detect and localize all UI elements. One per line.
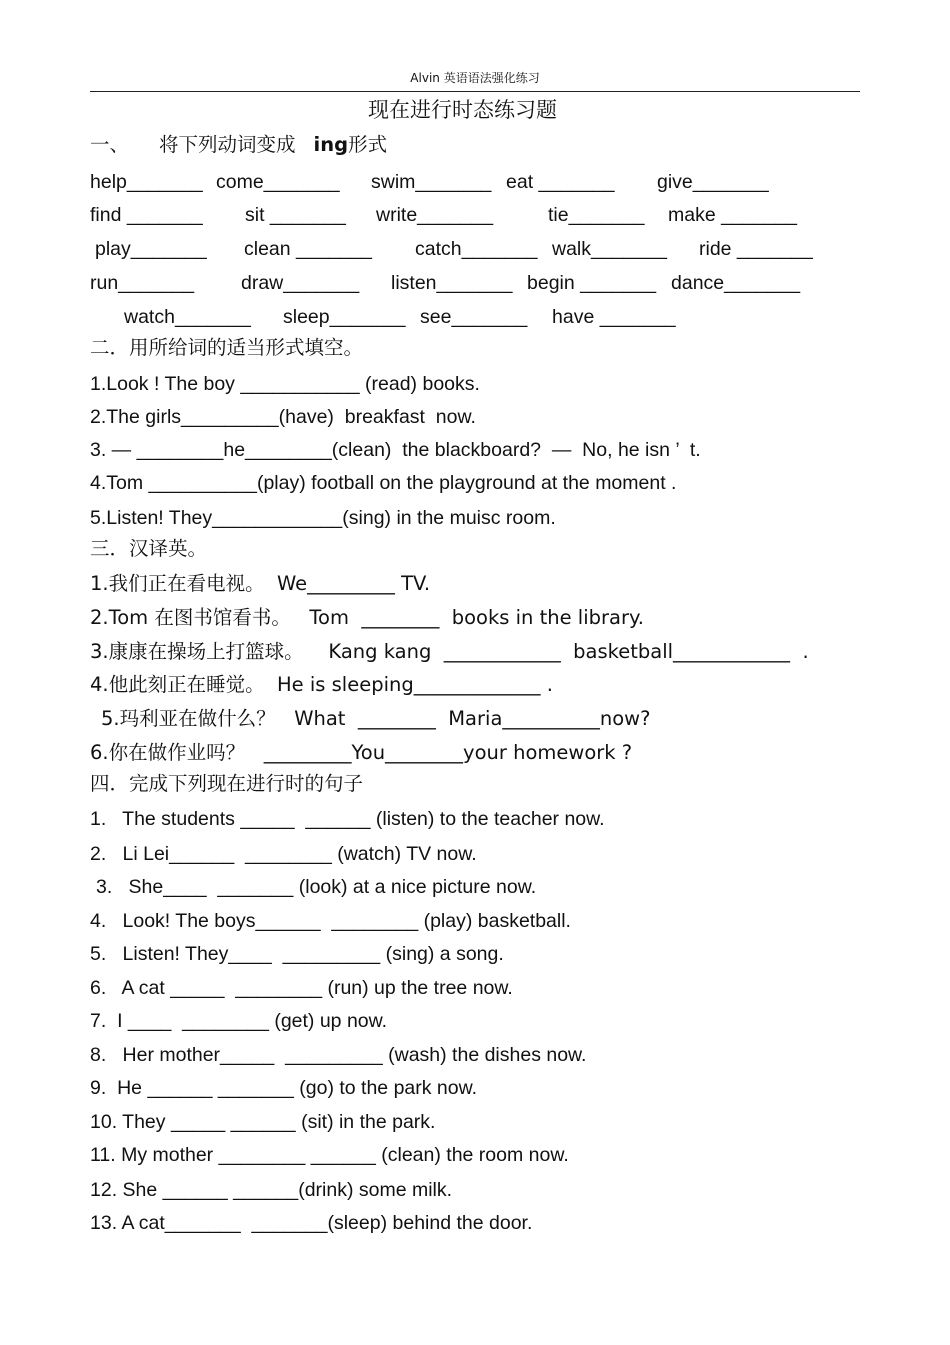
sentence-line: 10. They _____ ______ (sit) in the park. (90, 1111, 436, 1133)
word-item: walk_______ (552, 238, 667, 260)
section1-heading-number: 一、 (90, 133, 130, 156)
word-item: listen_______ (391, 272, 513, 294)
word-item: tie_______ (548, 204, 645, 226)
word-item: play_______ (95, 238, 207, 260)
section1-heading-text: 将下列动词变成 (159, 133, 296, 156)
translation-line: 5.玛利亚在做什么？ What ________ Maria__________now? (101, 707, 651, 730)
word-item: ride _______ (699, 238, 813, 260)
section2-heading: 二．用所给词的适当形式填空。 (90, 336, 364, 359)
word-item: come_______ (216, 171, 340, 193)
word-item: catch_______ (415, 238, 538, 260)
sentence-line: 4. Look! The boys______ ________ (play) basketball. (90, 910, 571, 932)
section1-heading-tail: 形式 (348, 133, 388, 156)
word-item: see_______ (420, 306, 528, 328)
sentence-line: 2. Li Lei______ ________ (watch) TV now. (90, 843, 477, 865)
word-item: sleep_______ (283, 306, 406, 328)
word-item: give_______ (657, 171, 769, 193)
sentence-line: 5. Listen! They____ _________ (sing) a song. (90, 943, 504, 965)
word-item: sit _______ (245, 204, 346, 226)
page-title: 现在进行时态练习题 (368, 98, 557, 122)
word-item: begin _______ (527, 272, 657, 294)
word-item: find _______ (90, 204, 203, 226)
exercise-line: 2.The girls_________(have) breakfast now. (90, 406, 476, 428)
translation-line: 2.Tom 在图书馆看书。 Tom ________ books in the library. (90, 606, 644, 629)
sentence-line: 9. He ______ _______ (go) to the park now. (90, 1077, 478, 1099)
word-item: watch_______ (124, 306, 251, 328)
sentence-line: 3. She____ _______ (look) at a nice picture now. (96, 876, 537, 898)
section3-heading: 三．汉译英。 (90, 537, 208, 560)
section1-heading (90, 133, 387, 157)
sentence-line: 7. I ____ ________ (get) up now. (90, 1010, 388, 1032)
word-item: help_______ (90, 171, 203, 193)
sentence-line: 12. She ______ ______(drink) some milk. (90, 1179, 453, 1201)
sentence-line: 6. A cat _____ ________ (run) up the tree now. (90, 977, 513, 999)
translation-line: 3.康康在操场上打篮球。 Kang kang ____________ basketball____________ . (90, 640, 809, 663)
page-header: Alvin 英语语法强化练习 (410, 71, 540, 85)
header-divider (90, 91, 860, 92)
word-item: draw_______ (241, 272, 360, 294)
translation-line: 6.你在做作业吗？ _________You________your homework ? (90, 741, 633, 764)
word-item: swim_______ (371, 171, 492, 193)
section1-heading-bold: ing (313, 133, 349, 156)
exercise-line: 4.Tom __________(play) football on the playground at the moment . (90, 472, 677, 494)
word-item: clean _______ (244, 238, 372, 260)
sentence-line: 11. My mother ________ ______ (clean) the room now. (90, 1144, 569, 1166)
word-item: write_______ (376, 204, 494, 226)
sentence-line: 8. Her mother_____ _________ (wash) the dishes now. (90, 1044, 587, 1066)
translation-line: 1.我们正在看电视。 We_________ TV. (90, 572, 431, 595)
section4-heading: 四．完成下列现在进行时的句子 (90, 772, 364, 795)
word-item: eat _______ (506, 171, 615, 193)
translation-line: 4.他此刻正在睡觉。 He is sleeping_____________ . (90, 673, 553, 696)
word-item: have _______ (552, 306, 676, 328)
sentence-line: 13. A cat_______ _______(sleep) behind the door. (90, 1212, 533, 1234)
word-item: make _______ (668, 204, 798, 226)
exercise-line: 5.Listen! They____________(sing) in the muisc room. (90, 507, 556, 529)
word-item: run_______ (90, 272, 195, 294)
exercise-line: 3. — ________he________(clean) the blackboard? — No, he isn ’ t. (90, 439, 701, 461)
sentence-line: 1. The students _____ ______ (listen) to the teacher now. (90, 808, 605, 830)
exercise-line: 1.Look ! The boy ___________ (read) books. (90, 373, 480, 395)
word-item: dance_______ (671, 272, 801, 294)
